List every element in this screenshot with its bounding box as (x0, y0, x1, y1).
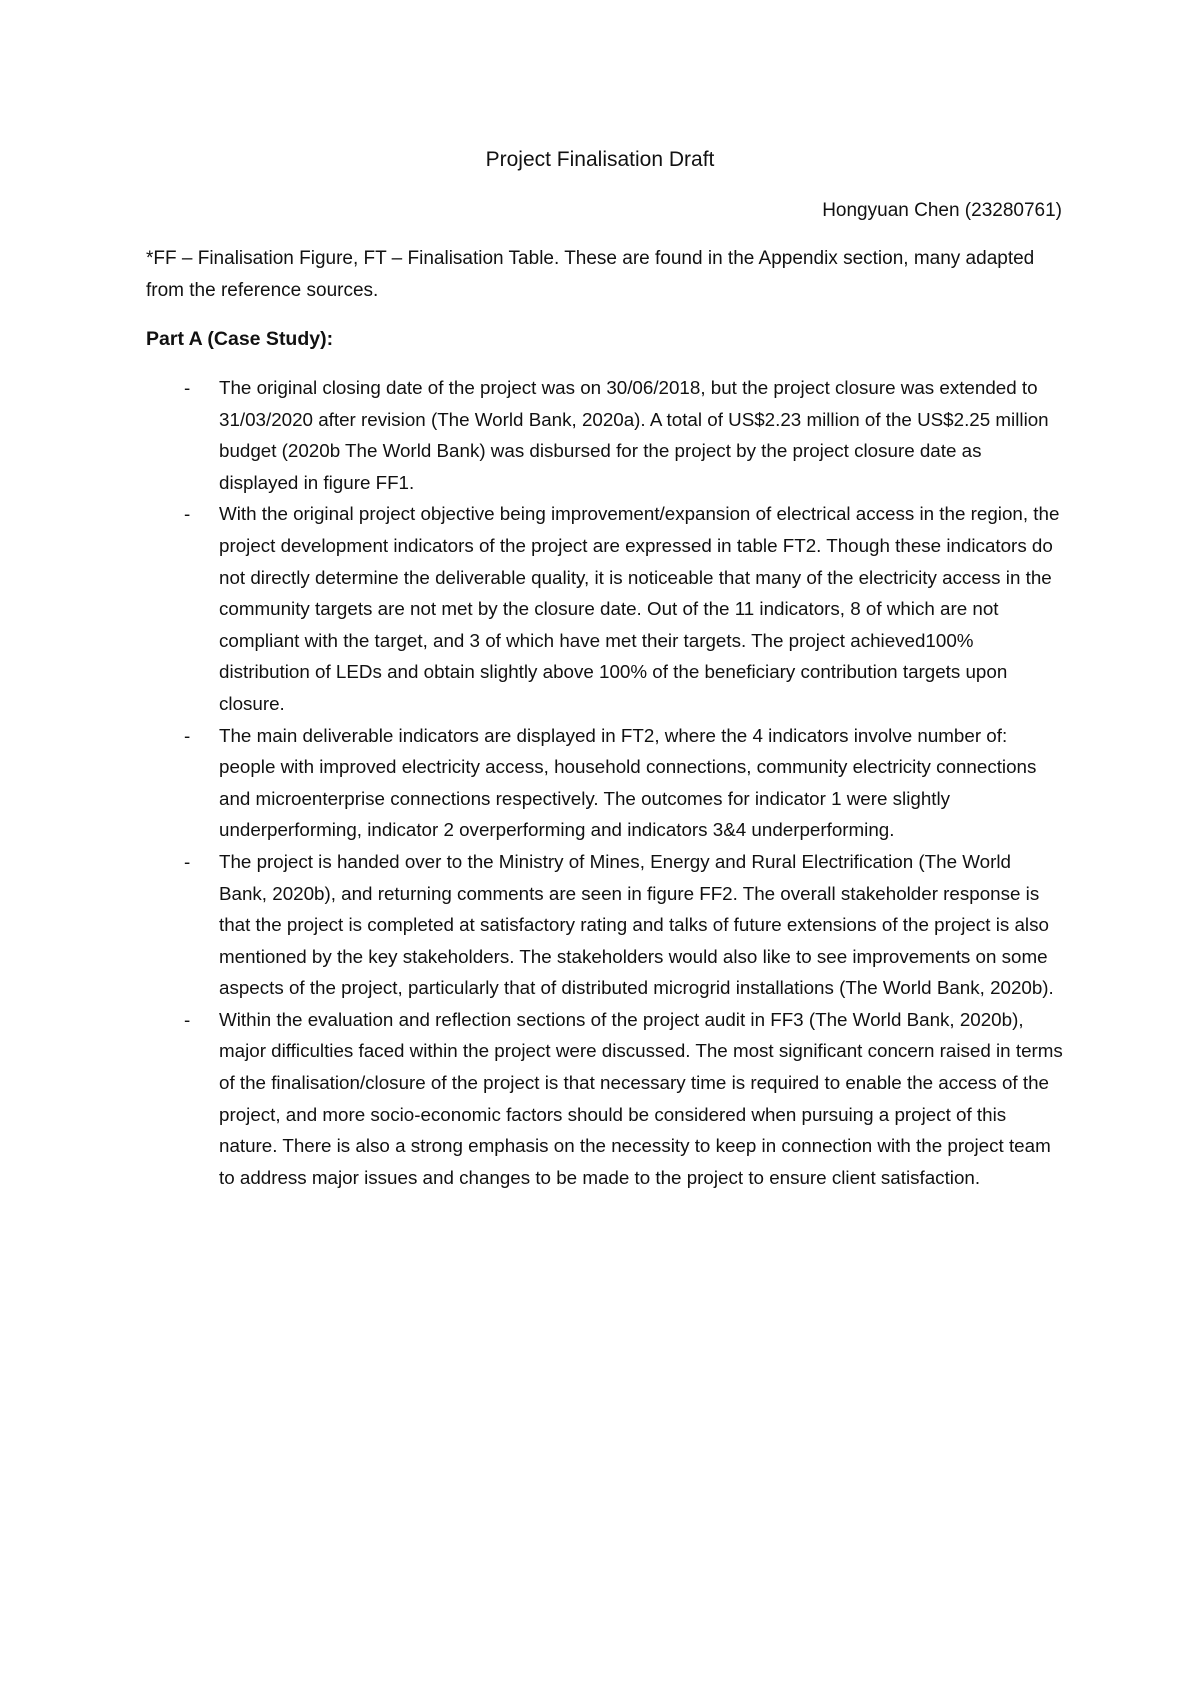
bullet-item-1 (0, 372, 1063, 498)
author-line: Hongyuan Chen (23280761) (822, 200, 1062, 221)
bullet-item-5 (0, 1004, 1063, 1194)
abbreviation-note: *FF – Finalisation Figure, FT – Finalisation Table. These are found in the Appendix section, many adapted from the reference sources. (146, 248, 1035, 301)
document-title: Project Finalisation Draft (485, 148, 715, 171)
bullet-text-1: The original closing date of the project was on 30/06/2018, but the project closure was extended to 31/03/2020 after revision (The World Bank, 2020a). A total of US$2.23 million of the US$2.25 million budget (2020b The World Bank) was disbursed for the project by the project closure date as displayed in figure FF1. (219, 377, 1049, 493)
bullet-dash: - (184, 724, 191, 746)
bullet-item-3 (0, 720, 1063, 846)
bullet-dash: - (184, 377, 191, 398)
bullet-item-4 (0, 846, 1063, 1004)
bullet-item-2 (0, 498, 1063, 719)
bullet-text-2: With the original project objective being improvement/expansion of electrical access in the region, the project development indicators of the project are expressed in table FT2. Though these indicators do not directly determine the deliverable quality, it is noticeable that many of the electricity access in the community targets are not met by the closure date. Out of the 11 indicators, 8 of which are not compliant with the target, and 3 of which have met their targets. The project achieved100% distribution of LEDs and obtain slightly above 100% of the beneficiary contribution targets upon closure. (219, 503, 1060, 714)
bullet-dash: - (184, 503, 191, 525)
part-a-heading: Part A (Case Study): (146, 328, 334, 350)
bullet-dash: - (184, 1008, 191, 1030)
bullet-text-5: Within the evaluation and reflection sections of the project audit in FF3 (The World Bank, 2020b), major difficulties faced within the project were discussed. The most significant concern raised in terms of the finalisation/closure of the project is that necessary time is required to enable the access of the project, and more socio-economic factors should be considered when pursuing a project of this nature. There is also a strong emphasis on the necessity to keep in connection with the project team to address major issues and changes to be made to the project to ensure client satisfaction. (219, 1008, 1063, 1188)
case-study-bullet-list (0, 372, 1200, 1193)
bullet-dash: - (184, 850, 191, 872)
bullet-text-4: The project is handed over to the Ministry of Mines, Energy and Rural Electrification (The World Bank, 2020b), and returning comments are seen in figure FF2. The overall stakeholder response is that the project is completed at satisfactory rating and talks of future extensions of the project is also mentioned by the key stakeholders. The stakeholders would also like to see improvements on some aspects of the project, particularly that of distributed microgrid installations (The World Bank, 2020b). (219, 850, 1054, 999)
bullet-text-3: The main deliverable indicators are displayed in FT2, where the 4 indicators involve number of: people with improved electricity access, household connections, community electricity connections and microenterprise connections respectively. The outcomes for indicator 1 were slightly underperforming, indicator 2 overperforming and indicators 3&4 underperforming. (219, 724, 1037, 841)
